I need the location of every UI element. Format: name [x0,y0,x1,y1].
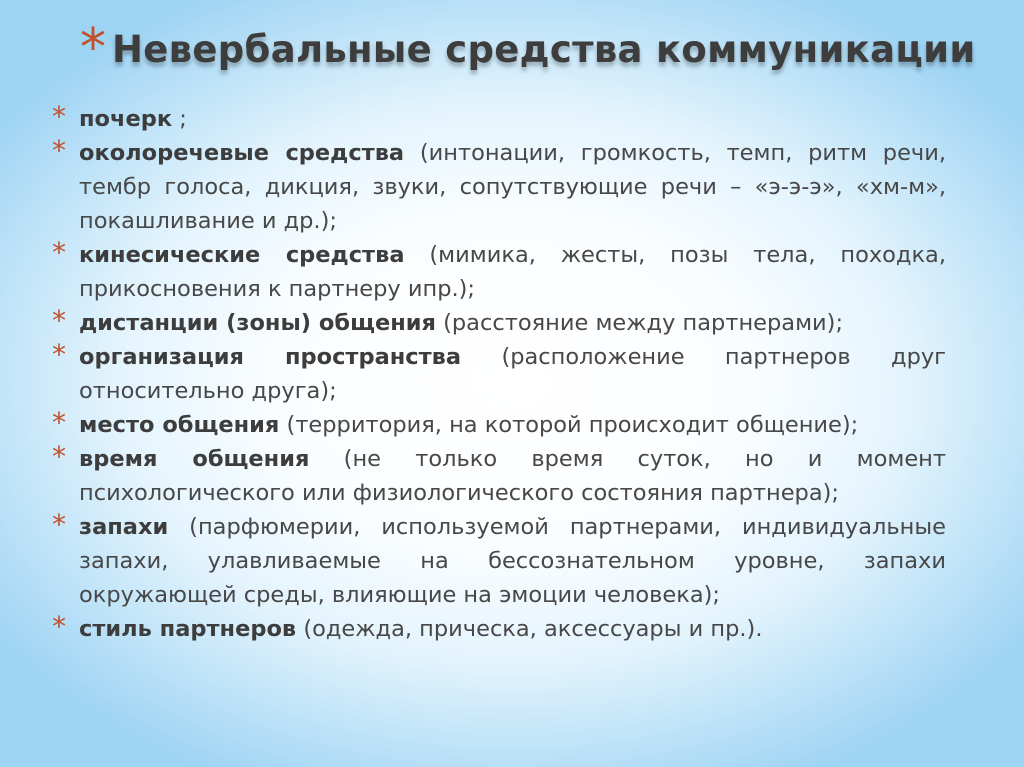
bullet-icon: * [52,304,66,337]
slide-title-row [80,18,1010,92]
bullet-icon: * [52,508,66,541]
item-description: (расстояние между партнерами); [435,310,844,336]
bullet-icon: * [52,440,66,473]
item-description: (территория, на которой происходит общение); [279,412,859,438]
bullet-icon: * [52,236,66,269]
item-term: стиль партнеров [79,616,297,642]
list-item-time [52,442,946,510]
item-description: (не только время суток, но и момент психологического или физиологического состояния партнера); [79,446,947,506]
item-term: запахи [79,514,169,540]
item-description: (парфюмерии, используемой партнерами, индивидуальные запахи, улавливаемые на бессознательном уровне, запахи окружающей среды, влияющие на эмоции человека); [79,514,946,608]
item-term: организация пространства [79,344,462,370]
item-term: кинесические средства [79,242,405,268]
slide-title: Невербальные средства коммуникации [112,28,976,71]
list-item-space [52,340,946,408]
item-description: (интонации, громкость, темп, ритм речи, тембр голоса, дикция, звуки, сопутствующие речи – «э-э-э», «хм-м», покашливание и др.); [79,140,946,234]
bullet-icon: * [52,100,66,133]
item-term: время общения [79,446,310,472]
list-item-distance [52,306,946,340]
bullet-list [52,102,946,646]
list-item-paralinguistic [52,136,946,238]
item-term: почерк [79,106,173,132]
bullet-icon: * [52,406,66,439]
list-item-handwriting [52,102,946,136]
item-description: (мимика, жесты, позы тела, походка, прикосновения к партнеру ипр.); [79,242,946,302]
item-description: (расположение партнеров друг относительно друга); [79,344,946,404]
bullet-icon: * [52,134,66,167]
list-item-style [52,612,946,646]
item-term: место общения [79,412,280,438]
list-item-kinesic [52,238,946,306]
title-bullet-icon: * [80,18,106,78]
item-description: (одежда, прическа, аксессуары и пр.). [296,616,763,642]
list-item-smells [52,510,946,612]
item-term: околоречевые средства [79,140,405,166]
item-description: ; [172,106,187,132]
bullet-icon: * [52,338,66,371]
list-item-place [52,408,946,442]
item-term: дистанции (зоны) общения [79,310,436,336]
bullet-icon: * [52,610,66,643]
